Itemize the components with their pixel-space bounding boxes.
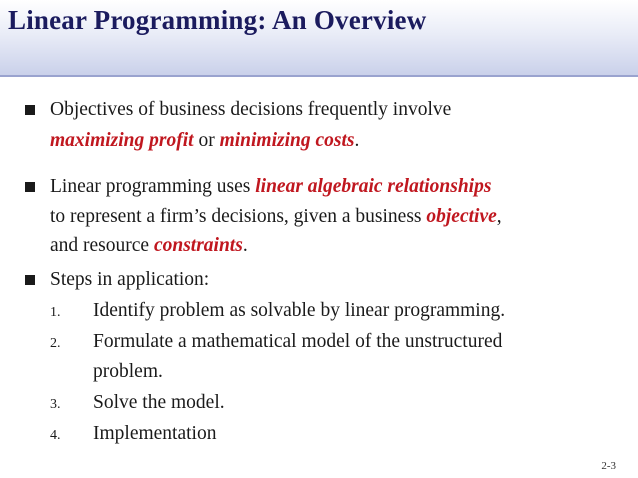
bullet-2-line-1 <box>50 171 491 202</box>
bullet-2-line-3 <box>50 230 248 261</box>
slide-title: Linear Programming: An Overview <box>8 5 427 35</box>
step-2-text: Formulate a mathematical model of the unstructured <box>93 331 503 352</box>
bullet-2-line-2-text: to represent a firm’s decisions, given a business <box>50 206 427 227</box>
title-divider <box>0 75 638 77</box>
step-number: 2. <box>50 336 61 351</box>
bullet-marker <box>25 182 35 192</box>
bullet-1-line-1 <box>50 94 451 125</box>
highlight-objective: objective <box>426 206 497 227</box>
bullet-2-text: Linear programming uses <box>50 176 256 197</box>
highlight-linear-algebraic-relationships: linear algebraic relationships <box>255 176 492 197</box>
bullet-2-line-2-end: , <box>496 206 502 227</box>
step-2-text-continued: problem. <box>93 361 163 382</box>
bullet-3-line-1 <box>50 264 209 295</box>
bullet-2-line-3-end: . <box>242 235 248 256</box>
highlight-minimizing-costs: minimizing costs <box>219 130 355 151</box>
bullet-1-text: Objectives of business decisions frequently involve <box>50 99 452 120</box>
bullet-1-end: . <box>354 130 360 151</box>
bullet-marker <box>25 105 35 115</box>
step-number: 4. <box>50 428 61 443</box>
page-number: 2-3 <box>601 460 616 472</box>
step-number: 1. <box>50 305 61 320</box>
bullet-1-mid: or <box>193 130 220 151</box>
bullet-2-line-2 <box>50 201 502 232</box>
bullet-3-text: Steps in application: <box>50 269 210 290</box>
step-1-text: Identify problem as solvable by linear programming. <box>93 300 506 321</box>
highlight-maximizing-profit: maximizing profit <box>50 130 194 151</box>
bullet-2-line-3-text: and resource <box>50 235 154 256</box>
bullet-marker <box>25 275 35 285</box>
step-4-text: Implementation <box>93 423 217 444</box>
step-3-text: Solve the model. <box>93 392 225 413</box>
bullet-1-line-2 <box>50 125 359 156</box>
step-number: 3. <box>50 397 61 412</box>
highlight-constraints: constraints <box>153 235 243 256</box>
